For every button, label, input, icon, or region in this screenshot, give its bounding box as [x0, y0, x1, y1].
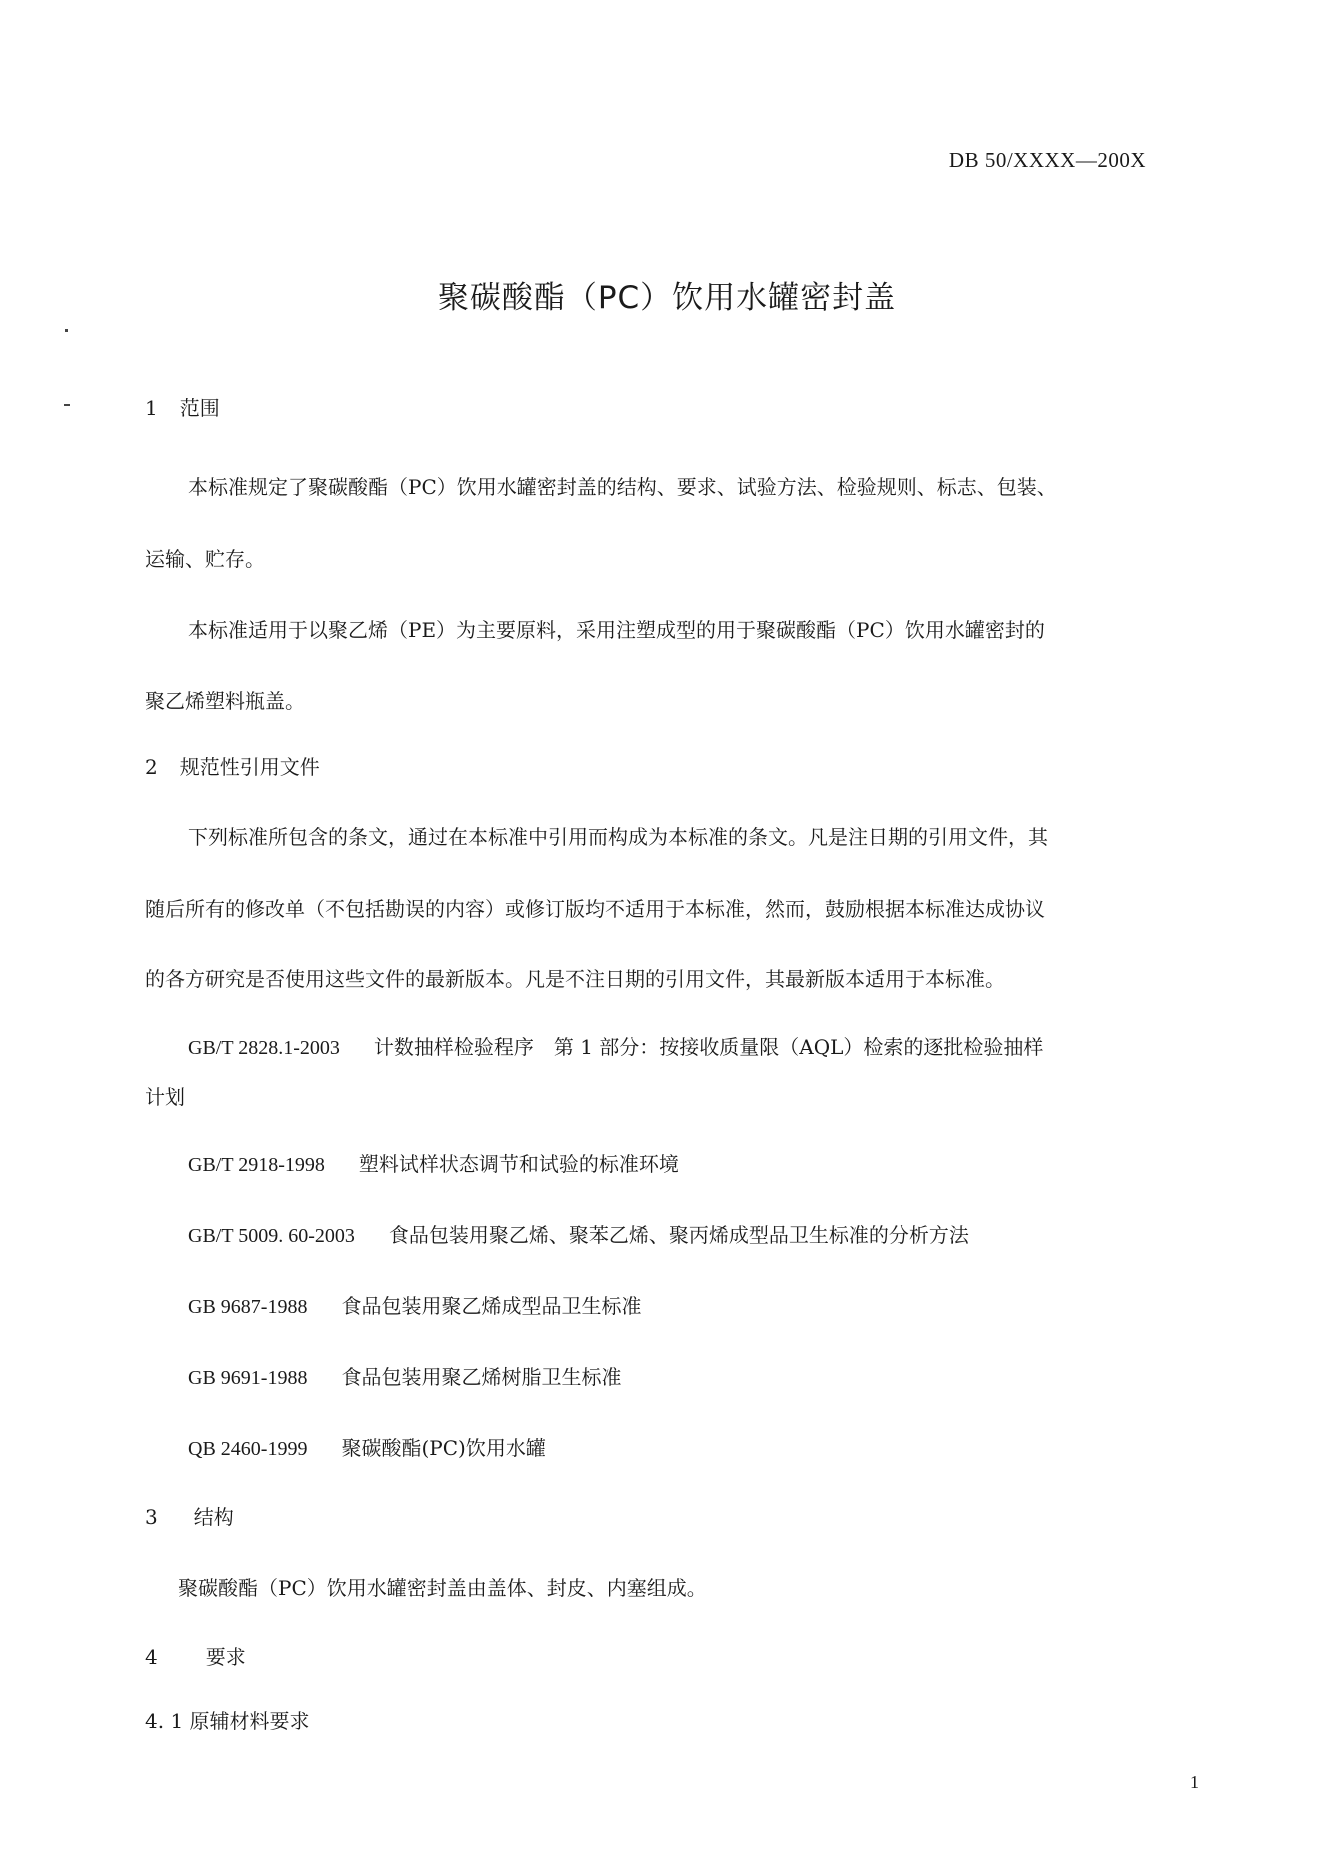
reference-item: [188, 1294, 641, 1319]
section-number: 2: [145, 755, 158, 779]
reference-item: [188, 1152, 679, 1177]
paragraph-line: 随后所有的修改单（不包括勘误的内容）或修订版均不适用于本标准，然而，鼓励根据本标准达成协议: [145, 897, 1045, 921]
reference-title: 食品包装用聚乙烯成型品卫生标准: [341, 1294, 642, 1318]
reference-title: 食品包装用聚乙烯树脂卫生标准: [341, 1365, 622, 1389]
reference-item: [188, 1223, 969, 1248]
section-heading-scope: [145, 396, 220, 420]
document-id: DB 50/XXXX—200X: [948, 148, 1146, 172]
paragraph-line: 下列标准所包含的条文，通过在本标准中引用而构成为本标准的条文。凡是注日期的引用文件，其: [188, 825, 1048, 849]
section-title: 范围: [179, 396, 220, 420]
section-number: 3: [145, 1505, 158, 1529]
reference-code: GB/T 2828.1-2003: [188, 1037, 340, 1059]
reference-code: QB 2460-1999: [188, 1438, 308, 1460]
reference-title: 计数抽样检验程序 第 1 部分：按接收质量限（AQL）检索的逐批检验抽样: [373, 1035, 1044, 1059]
section-title: 要求: [205, 1645, 246, 1669]
paragraph-line: 的各方研究是否使用这些文件的最新版本。凡是不注日期的引用文件，其最新版本适用于本标准。: [145, 967, 1005, 991]
page-title: 聚碳酸酯（PC）饮用水罐密封盖: [437, 280, 897, 316]
section-number: 1: [145, 396, 158, 420]
section-heading-normative-references: [145, 755, 320, 779]
paragraph-line: 本标准适用于以聚乙烯（PE）为主要原料，采用注塑成型的用于聚碳酸酯（PC）饮用水罐密封的: [188, 618, 1045, 642]
reference-code: GB 9691-1988: [188, 1367, 308, 1389]
reference-continuation: 计划: [145, 1085, 185, 1109]
reference-code: GB/T 2918-1998: [188, 1154, 325, 1176]
section-heading-requirements: [145, 1645, 246, 1669]
reference-item: [188, 1436, 546, 1461]
reference-title: 塑料试样状态调节和试验的标准环境: [358, 1152, 679, 1176]
scan-mark: [65, 329, 68, 332]
reference-code: GB/T 5009. 60-2003: [188, 1225, 355, 1247]
paragraph-line: 聚乙烯塑料瓶盖。: [145, 689, 305, 713]
reference-title: 聚碳酸酯(PC)饮用水罐: [341, 1436, 546, 1460]
reference-item: [188, 1365, 621, 1390]
reference-item: [188, 1035, 1043, 1060]
page-number: 1: [1190, 1772, 1199, 1792]
scan-mark: [64, 404, 70, 406]
section-number: 4: [145, 1645, 158, 1669]
paragraph-line: 运输、贮存。: [145, 547, 265, 571]
paragraph-line: 本标准规定了聚碳酸酯（PC）饮用水罐密封盖的结构、要求、试验方法、检验规则、标志、包装、: [188, 475, 1057, 499]
section-title: 结构: [193, 1505, 234, 1529]
paragraph-line: 聚碳酸酯（PC）饮用水罐密封盖由盖体、封皮、内塞组成。: [178, 1576, 707, 1600]
subsection-heading: 4. 1 原辅材料要求: [145, 1709, 310, 1733]
section-title: 规范性引用文件: [179, 755, 320, 779]
reference-code: GB 9687-1988: [188, 1296, 308, 1318]
section-heading-structure: [145, 1505, 234, 1529]
reference-title: 食品包装用聚乙烯、聚苯乙烯、聚丙烯成型品卫生标准的分析方法: [388, 1223, 969, 1247]
